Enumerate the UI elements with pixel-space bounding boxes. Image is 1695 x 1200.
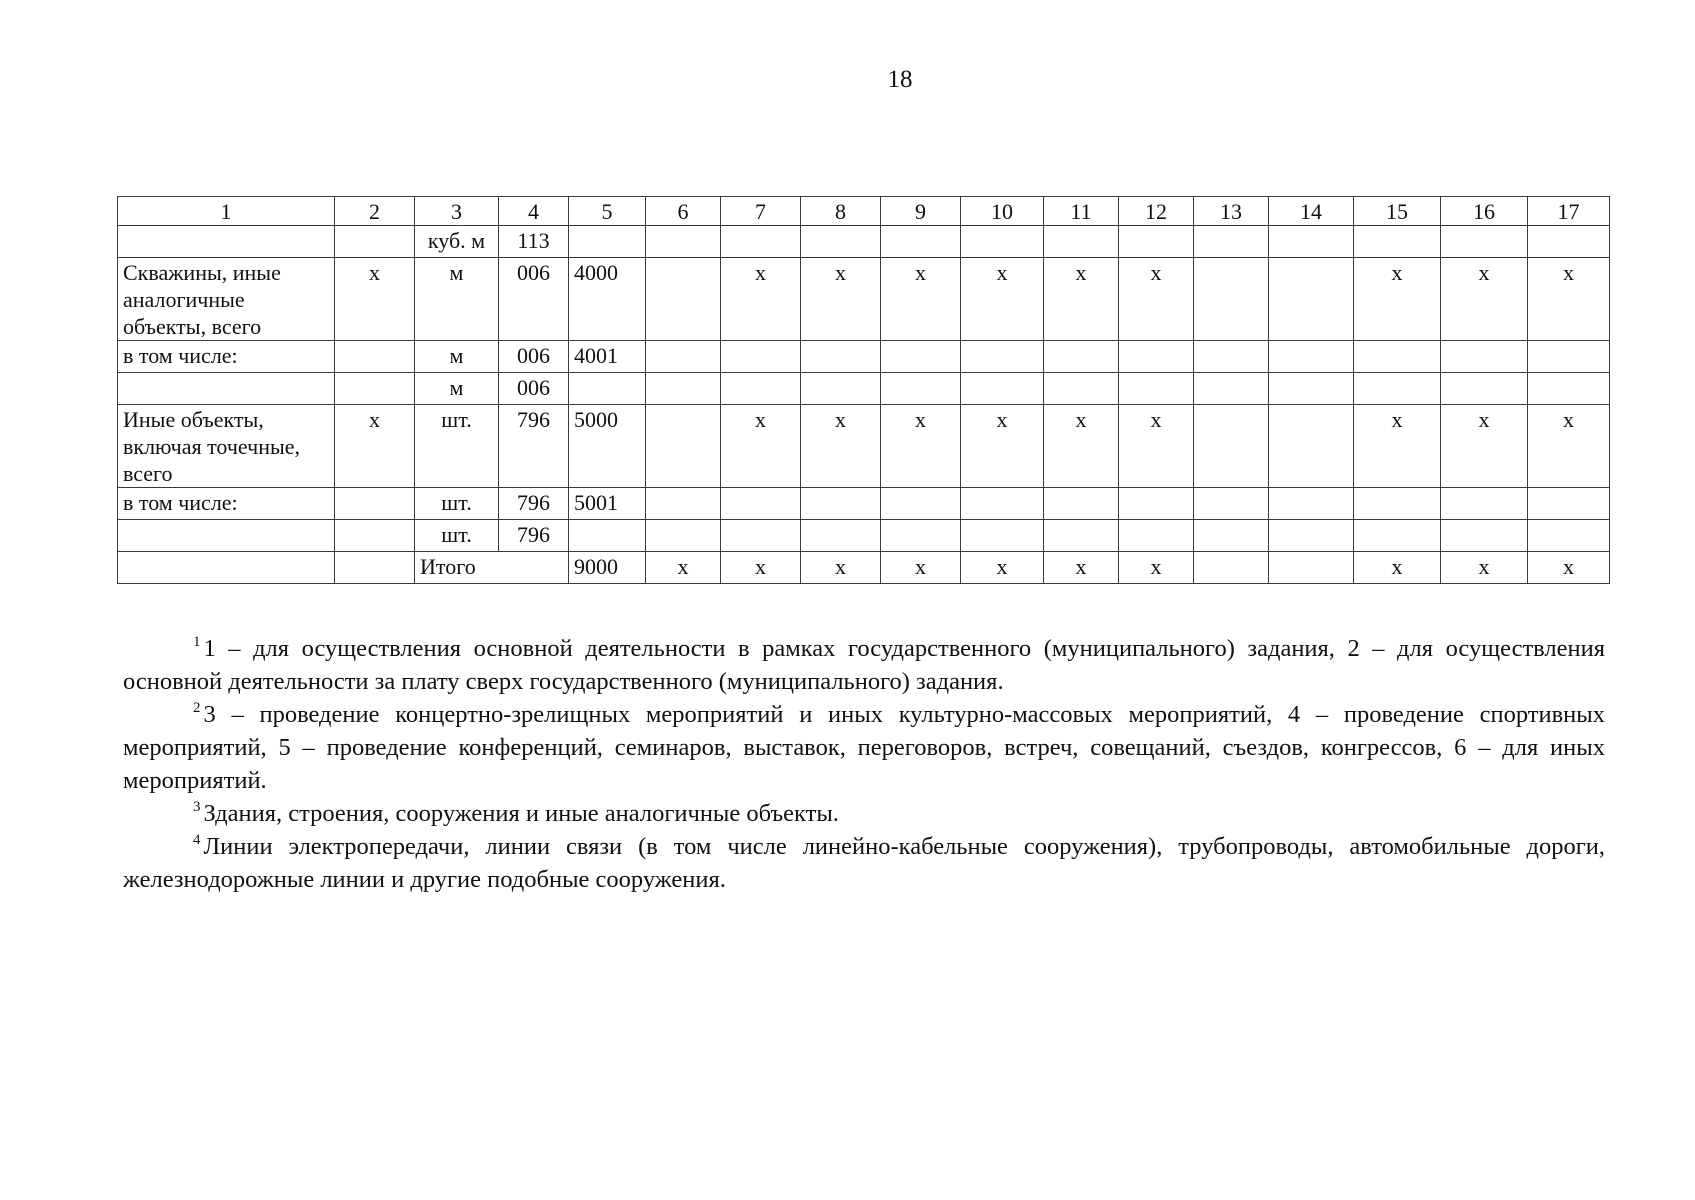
page-number: 18: [887, 66, 913, 93]
table-cell: [118, 552, 335, 584]
footnote-text: Линии электропередачи, линии связи (в том числе линейно-кабельные сооружения), трубопроводы, автомобильные дороги, железнодорожные линии и другие подобные сооружения.: [123, 833, 1605, 893]
header-cell: 15: [1354, 197, 1441, 226]
header-cell: 4: [499, 197, 569, 226]
table-cell: х: [1441, 552, 1528, 584]
footnote: [123, 797, 1605, 830]
line-code-cell: [569, 226, 646, 258]
table-cell: [721, 520, 801, 552]
table-cell: [1194, 226, 1269, 258]
table-cell: [646, 520, 721, 552]
table-cell: х: [1044, 258, 1119, 341]
line-code-cell: 9000: [569, 552, 646, 584]
table-cell: х: [1044, 405, 1119, 488]
table-row: [118, 226, 1610, 258]
table-cell: [1354, 488, 1441, 520]
table-cell: [881, 341, 961, 373]
okei-code-cell: 796: [499, 405, 569, 488]
table-cell: х: [721, 552, 801, 584]
table-cell: [335, 552, 415, 584]
object-name-cell: в том числе:: [118, 341, 335, 373]
table-cell: х: [881, 552, 961, 584]
table-cell: [1044, 373, 1119, 405]
header-cell: 10: [961, 197, 1044, 226]
table-cell: [1194, 552, 1269, 584]
table-row: [118, 341, 1610, 373]
table-cell: [1194, 373, 1269, 405]
footnote: [123, 830, 1605, 896]
table-cell: [1269, 341, 1354, 373]
table-cell: х: [801, 552, 881, 584]
table-row: [118, 520, 1610, 552]
line-code-cell: 4000: [569, 258, 646, 341]
table-cell: [1269, 258, 1354, 341]
table-cell: х: [335, 405, 415, 488]
table-cell: [335, 488, 415, 520]
unit-cell: м: [415, 373, 499, 405]
object-name-cell: Иные объекты, включая точечные, всего: [118, 405, 335, 488]
table-cell: [881, 373, 961, 405]
header-cell: 1: [118, 197, 335, 226]
table-cell: х: [1354, 552, 1441, 584]
object-name-cell: [118, 520, 335, 552]
object-name-cell: в том числе:: [118, 488, 335, 520]
table-cell: [801, 488, 881, 520]
table-cell: х: [961, 258, 1044, 341]
table-cell: х: [1528, 552, 1610, 584]
table-cell: [1528, 341, 1610, 373]
okei-code-cell: 113: [499, 226, 569, 258]
table-cell: [1269, 552, 1354, 584]
header-row: [118, 197, 1610, 226]
table-cell: [1441, 341, 1528, 373]
table-cell: [335, 341, 415, 373]
okei-code-cell: 796: [499, 488, 569, 520]
line-code-cell: 5001: [569, 488, 646, 520]
table-cell: х: [801, 258, 881, 341]
table-cell: х: [1119, 258, 1194, 341]
footnote-mark: 1: [193, 634, 201, 650]
okei-code-cell: 006: [499, 373, 569, 405]
total-row: [118, 552, 1610, 584]
okei-code-cell: 006: [499, 258, 569, 341]
table-cell: [1194, 520, 1269, 552]
table-cell: [335, 520, 415, 552]
table-cell: [335, 226, 415, 258]
table-cell: х: [646, 552, 721, 584]
table-cell: [721, 488, 801, 520]
table-cell: х: [1441, 405, 1528, 488]
table-cell: [721, 341, 801, 373]
object-name-cell: Скважины, иные аналогичные объекты, всего: [118, 258, 335, 341]
unit-cell: куб. м: [415, 226, 499, 258]
table-cell: [1441, 373, 1528, 405]
table-cell: х: [335, 258, 415, 341]
table-cell: [646, 341, 721, 373]
table-cell: [1119, 226, 1194, 258]
header-cell: 3: [415, 197, 499, 226]
table-cell: [1044, 488, 1119, 520]
table-cell: [961, 373, 1044, 405]
table-cell: [646, 488, 721, 520]
table-cell: [961, 341, 1044, 373]
table-cell: [801, 226, 881, 258]
table-cell: [1194, 341, 1269, 373]
table-cell: [1269, 488, 1354, 520]
header-cell: 16: [1441, 197, 1528, 226]
table-cell: [1269, 520, 1354, 552]
table-cell: [1269, 226, 1354, 258]
footnotes: [123, 632, 1605, 896]
table-cell: х: [1528, 405, 1610, 488]
table-cell: [1354, 373, 1441, 405]
unit-cell: шт.: [415, 488, 499, 520]
table-cell: [801, 520, 881, 552]
table-cell: [1044, 341, 1119, 373]
line-code-cell: [569, 520, 646, 552]
table-cell: х: [1119, 552, 1194, 584]
table-row: [118, 488, 1610, 520]
header-cell: 11: [1044, 197, 1119, 226]
table-cell: [1269, 373, 1354, 405]
footnote-mark: 3: [193, 799, 201, 815]
table-cell: [1119, 488, 1194, 520]
table-cell: [961, 520, 1044, 552]
table-cell: [646, 405, 721, 488]
table-cell: х: [801, 405, 881, 488]
table-cell: [1528, 520, 1610, 552]
table-cell: [881, 520, 961, 552]
table-cell: [1354, 341, 1441, 373]
table-cell: [1044, 226, 1119, 258]
header-cell: 6: [646, 197, 721, 226]
header-cell: 9: [881, 197, 961, 226]
unit-cell: шт.: [415, 520, 499, 552]
data-table: [117, 196, 1610, 584]
table-cell: х: [961, 552, 1044, 584]
okei-code-cell: 796: [499, 520, 569, 552]
table-cell: [961, 226, 1044, 258]
object-name-cell: [118, 226, 335, 258]
table-cell: х: [881, 258, 961, 341]
header-cell: 13: [1194, 197, 1269, 226]
table-cell: [335, 373, 415, 405]
total-label-cell: Итого: [415, 552, 569, 584]
table-cell: [1194, 258, 1269, 341]
table-cell: [1441, 488, 1528, 520]
table-cell: [1119, 373, 1194, 405]
table-cell: [881, 226, 961, 258]
line-code-cell: [569, 373, 646, 405]
unit-cell: м: [415, 258, 499, 341]
header-cell: 8: [801, 197, 881, 226]
footnote-mark: 2: [193, 700, 201, 716]
table-cell: х: [1528, 258, 1610, 341]
table-cell: [646, 373, 721, 405]
table-cell: [1441, 520, 1528, 552]
table-cell: х: [881, 405, 961, 488]
table-row: [118, 405, 1610, 488]
footnote-text: 3 – проведение концертно-зрелищных мероприятий и иных культурно-массовых мероприятий, 4 – проведение спортивных мероприятий, 5 – проведение конференций, семинаров, выставок, переговоров, встреч, совещаний, съездов, конгрессов, 6 – для иных мероприятий.: [123, 701, 1605, 794]
object-name-cell: [118, 373, 335, 405]
footnote-text: Здания, строения, сооружения и иные аналогичные объекты.: [203, 800, 839, 827]
table-cell: [961, 488, 1044, 520]
table-cell: х: [1441, 258, 1528, 341]
line-code-cell: 4001: [569, 341, 646, 373]
header-cell: 12: [1119, 197, 1194, 226]
table-cell: [1119, 341, 1194, 373]
header-cell: 7: [721, 197, 801, 226]
table-cell: [1441, 226, 1528, 258]
line-code-cell: 5000: [569, 405, 646, 488]
header-cell: 5: [569, 197, 646, 226]
table-cell: х: [721, 405, 801, 488]
table-cell: [721, 373, 801, 405]
okei-code-cell: 006: [499, 341, 569, 373]
table-row: [118, 373, 1610, 405]
table-cell: х: [1354, 258, 1441, 341]
table-cell: [801, 341, 881, 373]
table-cell: [1354, 226, 1441, 258]
table-cell: х: [961, 405, 1044, 488]
table-cell: [801, 373, 881, 405]
table-cell: [1269, 405, 1354, 488]
table-cell: х: [1354, 405, 1441, 488]
table-cell: [1528, 226, 1610, 258]
footnote: [123, 632, 1605, 698]
table-cell: [881, 488, 961, 520]
header-cell: 2: [335, 197, 415, 226]
footnote: [123, 698, 1605, 797]
footnote-mark: 4: [193, 832, 201, 848]
table-row: [118, 258, 1610, 341]
unit-cell: шт.: [415, 405, 499, 488]
table-cell: [1528, 373, 1610, 405]
header-cell: 17: [1528, 197, 1610, 226]
table-cell: х: [1044, 552, 1119, 584]
table-cell: [1044, 520, 1119, 552]
table-cell: [646, 258, 721, 341]
table-cell: [1119, 520, 1194, 552]
table-cell: [721, 226, 801, 258]
table-cell: х: [721, 258, 801, 341]
table-cell: [646, 226, 721, 258]
table-cell: [1194, 405, 1269, 488]
table-cell: х: [1119, 405, 1194, 488]
header-cell: 14: [1269, 197, 1354, 226]
footnote-text: 1 – для осуществления основной деятельности в рамках государственного (муниципального) задания, 2 – для осуществления основной деятельности за плату сверх государственного (муниципального) задания.: [123, 635, 1605, 695]
table-cell: [1528, 488, 1610, 520]
table-cell: [1194, 488, 1269, 520]
unit-cell: м: [415, 341, 499, 373]
table-cell: [1354, 520, 1441, 552]
